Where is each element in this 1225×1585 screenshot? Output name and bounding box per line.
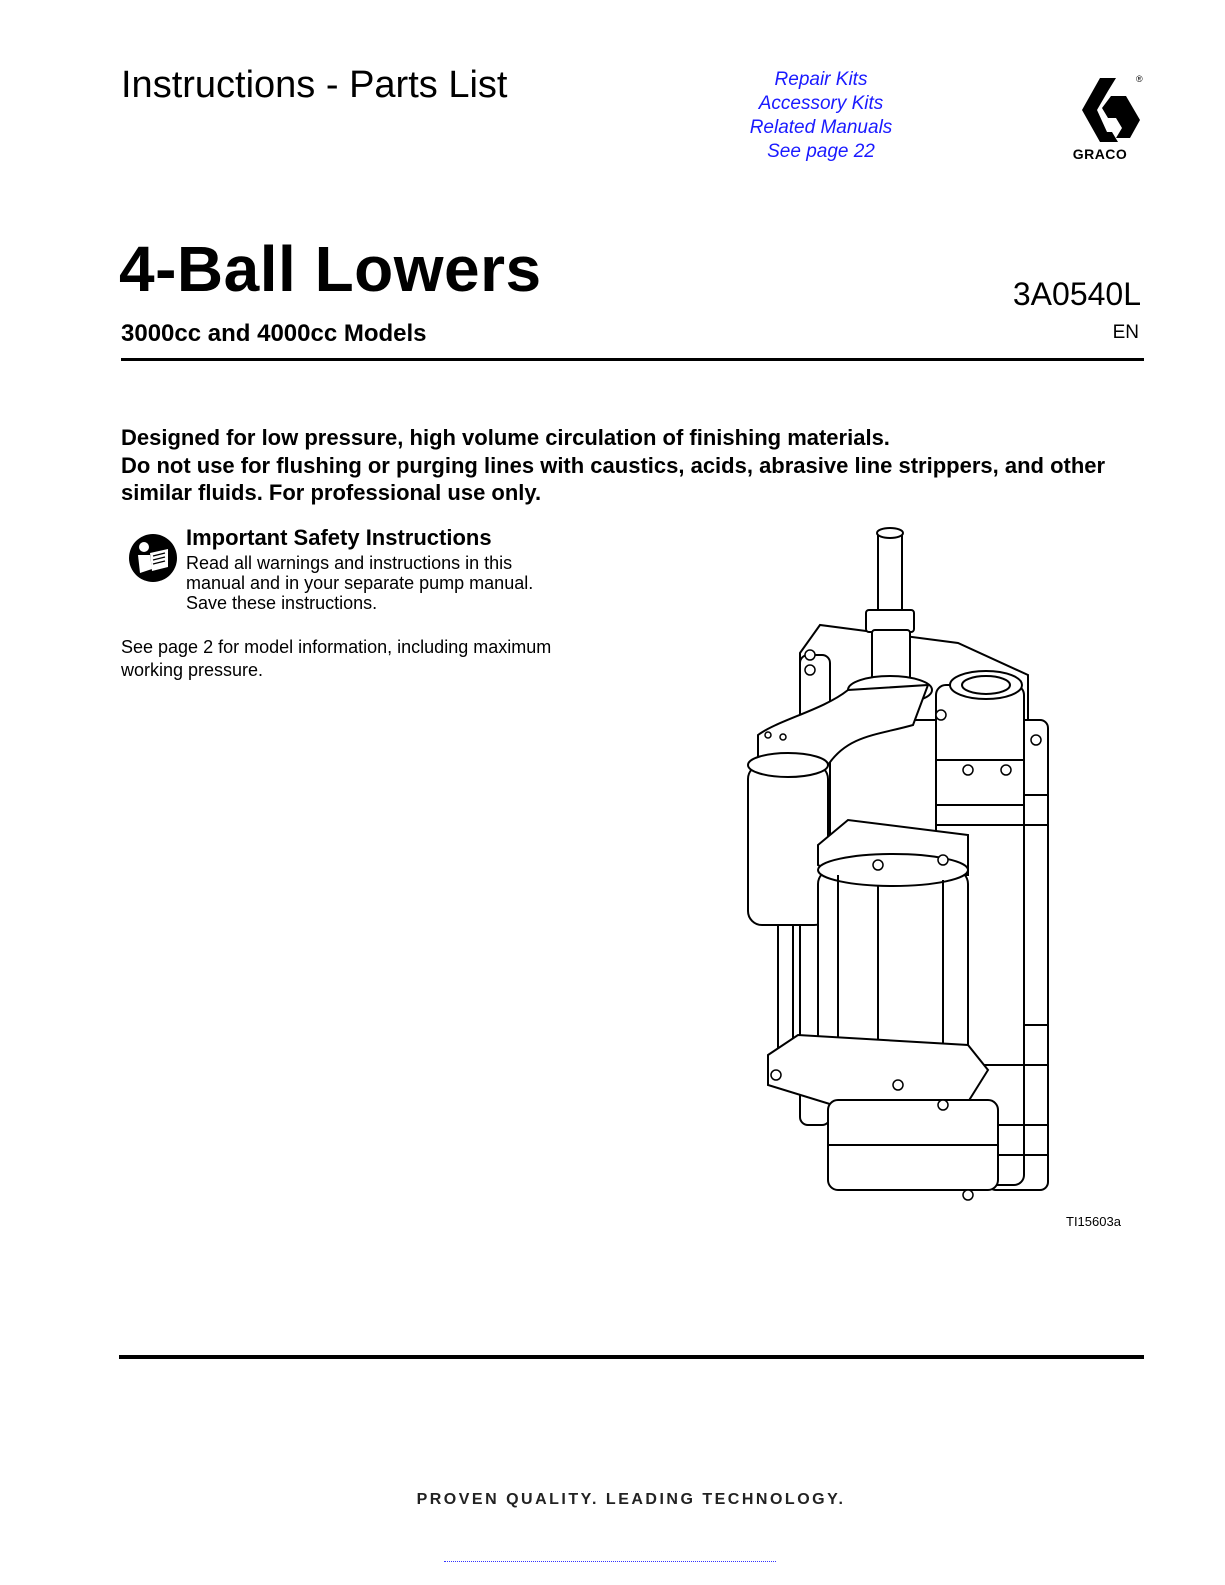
document-number: 3A0540L	[1012, 276, 1141, 312]
model-info-note: See page 2 for model information, including maximum working pressure.	[121, 637, 552, 680]
document-type: Instructions - Parts List	[121, 64, 508, 106]
footer-divider	[119, 1355, 1144, 1359]
link-accessory-kits[interactable]: Accessory Kits	[758, 93, 884, 114]
page-subtitle: 3000cc and 4000cc Models	[121, 320, 427, 347]
graco-logo	[1056, 70, 1146, 165]
registered-mark: ®	[1136, 74, 1143, 84]
intro-line-2: Do not use for flushing or purging lines with caustics, acids, abrasive line strippers, and other similar fluids. For professional use only.	[121, 452, 1106, 505]
safety-text: Read all warnings and instructions in this manual and in your separate pump manual. Save these instructions.	[186, 553, 534, 613]
intro-line-1: Designed for low pressure, high volume circulation of finishing materials.	[121, 425, 890, 450]
link-see-page[interactable]: See page 22	[767, 141, 875, 162]
footer-link-underline	[444, 1561, 776, 1562]
related-links	[735, 68, 907, 164]
safety-heading: Important Safety Instructions	[186, 525, 492, 550]
intro-text	[121, 424, 1131, 507]
pump-lower-illustration	[738, 525, 1068, 1225]
company-tagline: PROVEN QUALITY. LEADING TECHNOLOGY.	[416, 1491, 846, 1508]
link-repair-kits[interactable]: Repair Kits	[774, 69, 868, 90]
title-divider	[121, 358, 1144, 361]
link-related-manuals[interactable]: Related Manuals	[749, 117, 893, 138]
figure-id: TI15603a	[1066, 1214, 1121, 1229]
read-manual-icon	[128, 533, 178, 583]
language-code: EN	[1112, 322, 1139, 343]
page-title: 4-Ball Lowers	[119, 233, 542, 305]
logo-text: GRACO	[1072, 146, 1128, 162]
